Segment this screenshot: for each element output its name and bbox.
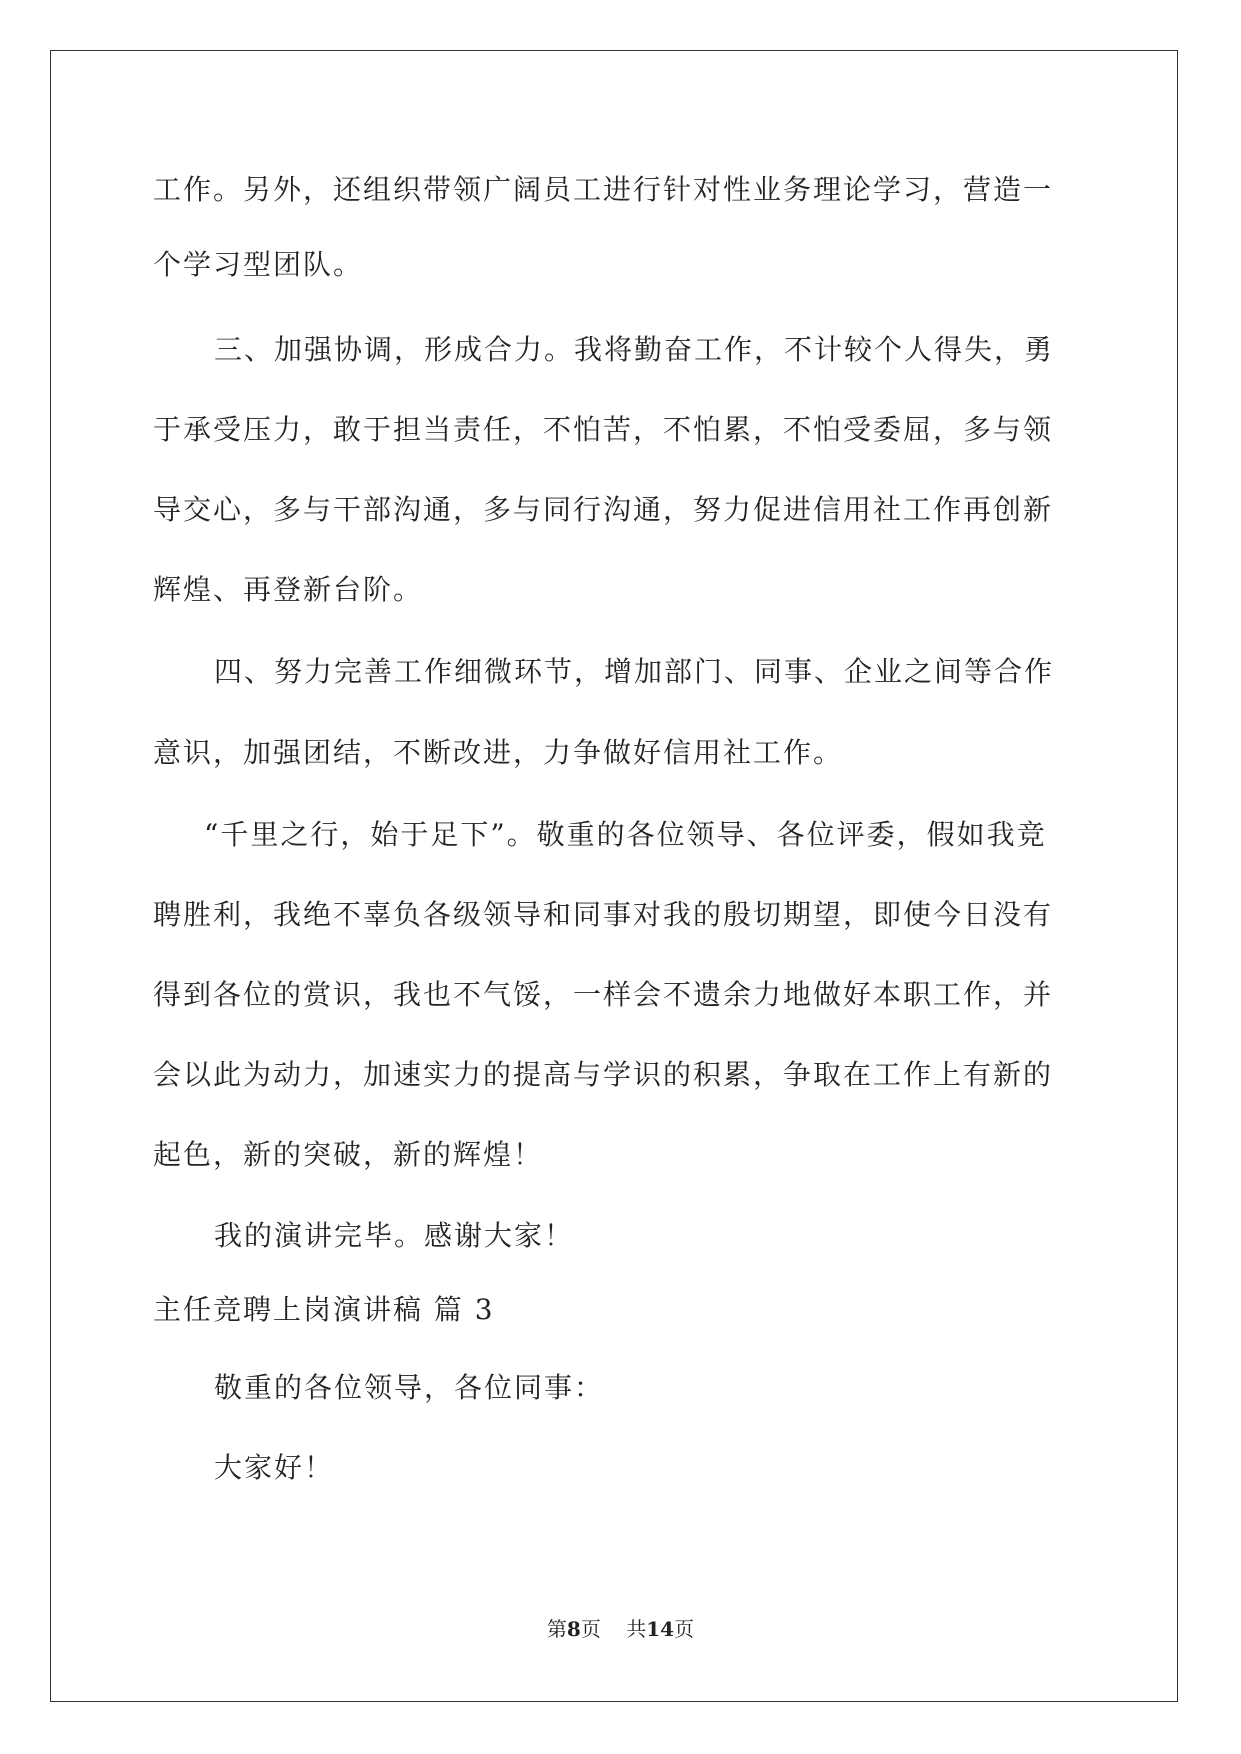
- paragraph-line: 个学习型团队。: [153, 248, 364, 281]
- page-number: 8: [566, 1617, 581, 1641]
- paragraph-line: 工作。另外，还组织带领广阔员工进行针对性业务理论学习，营造一: [153, 173, 1054, 206]
- total-prefix: 共: [626, 1617, 647, 1641]
- salutation: 敬重的各位领导，各位同事：: [214, 1371, 605, 1404]
- total-pages: 14: [646, 1617, 675, 1641]
- paragraph-line: 导交心，多与干部沟通，多与同行沟通，努力促进信用社工作再创新: [153, 493, 1054, 526]
- paragraph-line: 聘胜利，我绝不辜负各级领导和同事对我的殷切期望，即使今日没有: [153, 898, 1054, 931]
- page-prefix: 第: [546, 1617, 567, 1641]
- page-footer: [0, 1617, 1241, 1641]
- total-suffix: 页: [674, 1617, 695, 1641]
- paragraph-line: 于承受压力，敢于担当责任，不怕苦，不怕累，不怕受委屈，多与领: [153, 413, 1054, 446]
- greeting: 大家好！: [214, 1451, 335, 1484]
- paragraph-line: 四、努力完善工作细微环节，增加部门、同事、企业之间等合作: [214, 655, 1055, 688]
- paragraph-line: 辉煌、再登新台阶。: [153, 573, 424, 606]
- paragraph-line: 会以此为动力，加速实力的提高与学识的积累，争取在工作上有新的: [153, 1058, 1054, 1091]
- paragraph-line: 意识，加强团结，不断改进，力争做好信用社工作。: [153, 736, 844, 769]
- paragraph-line: “千里之行，始于足下”。敬重的各位领导、各位评委，假如我竞: [204, 818, 1047, 851]
- paragraph-line: 得到各位的赏识，我也不气馁，一样会不遗余力地做好本职工作，并: [153, 978, 1054, 1011]
- paragraph-line: 我的演讲完毕。感谢大家！: [214, 1219, 575, 1252]
- page-suffix: 页: [580, 1617, 601, 1641]
- paragraph-line: 起色，新的突破，新的辉煌！: [153, 1138, 544, 1171]
- paragraph-line: 三、加强协调，形成合力。我将勤奋工作，不计较个人得失，勇: [214, 333, 1055, 366]
- section-heading: 主任竞聘上岗演讲稿 篇 3: [153, 1293, 495, 1326]
